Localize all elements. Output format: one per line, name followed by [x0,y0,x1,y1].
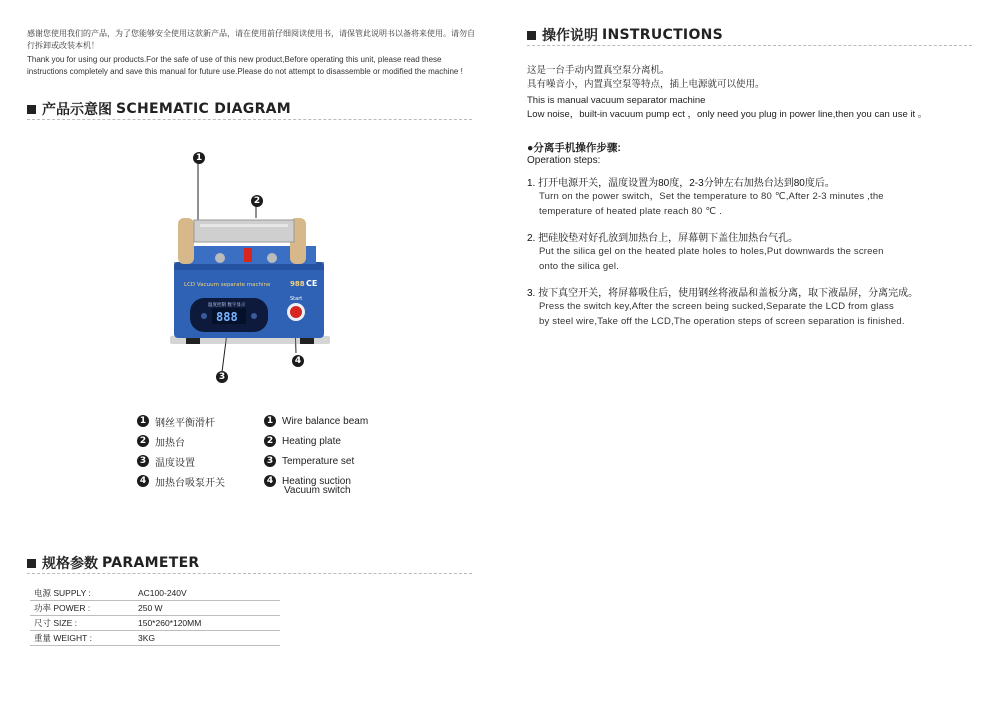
temperature-display: 888 [216,310,238,324]
schematic-divider [27,119,472,120]
heading-square-icon [27,105,36,114]
legend-en-item: 3 Temperature set [264,451,368,471]
callout-2: 2 [251,195,263,207]
legend-zh-item: 3 温度设置 [137,451,225,471]
legend-en-item: 2 Heating plate [264,431,368,451]
legend-en [264,411,368,496]
legend-zh-item: 2 加热台 [137,431,225,451]
intro-zh: 感谢您使用我们的产品，为了您能够安全使用这款新产品，请在使用前仔细阅读使用书，请保管此说明书以备将来使用。请勿自行拆卸或改装本机！ [27,29,475,50]
parameter-table [30,586,280,646]
intro-line-en-1: This is manual vacuum separator machine [527,95,706,106]
operation-steps [527,140,987,329]
instructions-divider [527,45,972,46]
legend-zh-item: 4 加热台吸泵开关 [137,471,225,491]
machine-title-label: LCD Vacuum separate machine [184,282,271,288]
callout-1: 1 [193,152,205,164]
start-label: Start [290,296,303,302]
ops-title-zh: ●分离手机操作步骤: [527,142,621,154]
table-row: 功率 POWER : 250 W [30,601,280,616]
table-row: 重量 WEIGHT : 3KG [30,631,280,646]
machine-illustration [150,150,350,380]
instructions-heading: 操作说明 INSTRUCTIONS [527,25,723,45]
heading-square-icon [527,31,536,40]
schematic-heading: 产品示意图 SCHEMATIC DIAGRAM [27,99,291,119]
legend-zh [137,411,225,491]
balance-rod-left [178,218,194,264]
vacuum-switch-button [290,306,302,318]
intro-line-en-2: Low noise，built-in vacuum pump ect ，only need you plug in power line,then you can use it 。 [527,109,928,120]
callout-3: 3 [216,371,228,383]
heating-plate [194,220,294,242]
temp-up-button [251,313,257,319]
parameter-heading: 规格参数 PARAMETER [27,553,200,573]
panel-caption: 温度控制 数字显示 [208,303,246,308]
step-2: 2. 把硅胶垫对好孔放到加热台上，屏幕朝下盖住加热台气孔。 Put the silica gel on the heated plate holes to holes,Put downwards the screen onto the silica gel. [527,233,884,272]
intro-line-zh-1: 这是一台手动内置真空泵分离机。 [527,65,670,76]
intro-en: Thank you for using our products.For the safe of use of this new product,Before operating this unit, please read these instructions completely and save this manual for future use.Please do not attempt to disassemble or modified the machine ! [27,55,463,76]
machine-model-label: 988 [290,280,305,288]
step-3: 3. 按下真空开关，将屏幕吸住后，使用钢丝将液晶和盖板分离，取下液晶屏，分离完成。 Press the switch key,After the screen being sucked,Separate the LCD from glass by steel wire,Take off the LCD,The operation steps of screen separation is finished. [527,288,919,327]
red-knob [244,248,252,262]
legend-en-item-4-line2: Vacuum switch [284,485,351,496]
intro-text [27,28,475,80]
instructions-intro [527,64,987,122]
heading-square-icon [27,559,36,568]
legend-en-item: 1 Wire balance beam [264,411,368,431]
parameter-divider [27,573,472,574]
ce-mark: CE [306,279,318,288]
intro-line-zh-2: 具有噪音小，内置真空泵等特点，插上电源就可以使用。 [527,79,765,90]
step-1: 1. 打开电源开关，温度设置为80度，2-3分钟左右加热台达到80度后。 Turn on the power switch，Set the temperature to 80 ℃,After 2-3 minutes ,the temperature of heated plate reach 80 ℃ . [527,178,884,217]
table-row: 电源 SUPPLY : AC100-240V [30,586,280,601]
callout-4: 4 [292,355,304,367]
table-row: 尺寸 SIZE : 150*260*120MM [30,616,280,631]
legend-en-item: 4 Heating suction [264,471,368,491]
temp-down-button [201,313,207,319]
legend-zh-item: 1 钢丝平衡滑杆 [137,411,225,431]
ops-title-en: Operation steps: [527,155,601,166]
